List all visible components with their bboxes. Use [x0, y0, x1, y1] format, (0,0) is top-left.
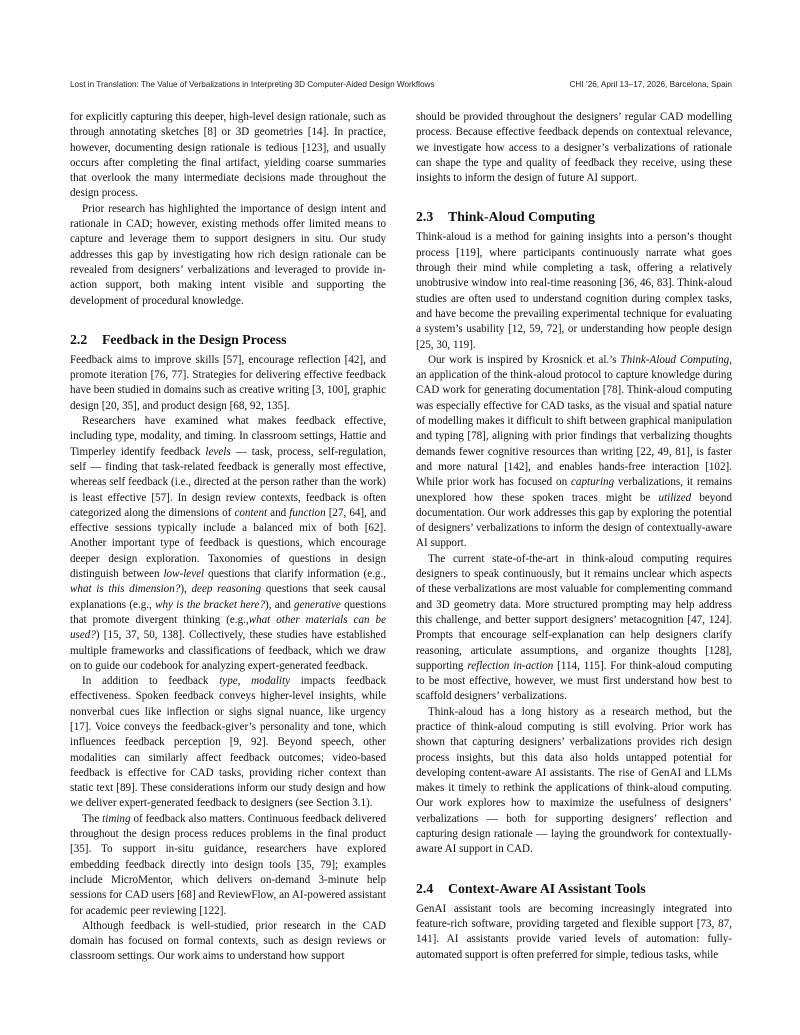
paragraph [416, 552, 732, 705]
emphasis: timing [102, 812, 131, 825]
text-run: ), [180, 583, 192, 596]
text-run: and [267, 506, 290, 519]
emphasis: deep reasoning [191, 583, 262, 596]
running-header-title: Lost in Translation: The Value of Verbalizations in Interpreting 3D Computer-Aided Design Workflows [70, 80, 435, 89]
text-run: [114, 115]. For think-aloud computing to be most effective, however, we must first understand how best to scaffold designers’ verbalizations. [416, 659, 732, 703]
paragraph [70, 414, 386, 674]
text-run: Our work is inspired by Krosnick et al.’s [428, 353, 621, 366]
text-run: beyond documentation. Our work addresses this gap by exploring the potential of designers’ verbalizations to inform the design of contextually-aware AI support. [416, 491, 732, 550]
running-header-venue: CHI ’26, April 13–17, 2026, Barcelona, Spain [569, 80, 732, 89]
text-run: impacts feedback effectiveness. Spoken feedback conveys higher-level insights, while nonverbal cues like inflection or sighs signal nuance, like urgency [17]. Voice conveys the feedback-giver’s personality and tone, which influences feedback perception [9, 92]. Beyond speech, other modalities can similarly affect feedback outcomes; video-based feedback is effective for CAD tasks, providing richer context than static text [89]. These considerations inform our study design and how we deliver expert-generated feedback to designers (see Section 3.1). [70, 675, 386, 810]
text-run: verbalizations, it remains unexplored how these spoken traces might be [416, 476, 732, 504]
emphasis: low-level [163, 568, 205, 581]
section-heading-2-4 [416, 880, 732, 898]
text-run: The current state-of-the-art in think-aloud computing requires designers to speak continuously, but it remains unclear which aspects of these verbalizations are most valuable for complementing command and 3D geometry data. More structured prompting may help address this challenge, and better support designers’ metacognition [47, 124]. Prompts that encourage self-explanation can help designers clarify reasoning, articulate assumptions, and organize thoughts [128], supporting [416, 552, 732, 672]
right-column [416, 110, 732, 963]
text-run: of feedback also matters. Continuous feedback delivered throughout the design process reduces problems in the final product [35]. To support in-situ guidance, researchers have explored embedding feedback directly into design tools [35, 79]; examples include MicroMentor, which delivers on-demand 3-minute help sessions for CAD users [68] and ReviewFlow, an AI-powered assistant for academic peer reviewing [122]. [70, 812, 386, 917]
section-title: Think-Aloud Computing [448, 209, 595, 225]
text-run: , an application of the think-aloud protocol to capture knowledge during CAD work for generating documentation [78]. Think-aloud computing was especially effective for CAD tasks, as the visual and spatial nature of modelling makes it difficult to shift between graphical manipulation and typing [78], aligning with prior findings that verbalizing thoughts demands fewer cognitive resources than writing [22, 49, 81], is faster and more natural [142], and enables hands-free interaction [102]. While prior work has focused on [416, 353, 732, 489]
emphasis: levels [205, 445, 231, 458]
left-column [70, 110, 386, 965]
emphasis: what is this dimension? [70, 583, 181, 596]
emphasis: why is the bracket here? [155, 598, 266, 611]
paragraph: for explicitly capturing this deeper, high-level design rationale, such as through annotating sketches [8] or 3D geometries [14]. In practice, however, documenting design rationale is tedious [123], and usually occurs after completing the final artifact, yielding coarse summaries that overlook the many intermediate decisions made throughout the design process. [70, 111, 386, 200]
text-run: questions that promote divergent thinking (e.g., [70, 598, 387, 626]
text-run: questions that clarify information (e.g., [204, 568, 386, 581]
section-number: 2.3 [416, 209, 434, 225]
emphasis: function [289, 506, 326, 519]
paragraph [70, 674, 386, 812]
emphasis: what other materials can be used? [70, 613, 386, 642]
section-heading-2-2 [70, 331, 386, 349]
text-run: questions that seek causal explanations (e.g., [70, 583, 386, 611]
emphasis: type, modality [219, 675, 290, 688]
emphasis: reflection in-action [467, 659, 554, 672]
section-number: 2.4 [416, 880, 434, 896]
section-title: Context-Aware AI Assistant Tools [448, 880, 646, 896]
paragraph [70, 812, 386, 919]
paragraph: Feedback aims to improve skills [57], encourage reflection [42], and promote iteration [76, 77]. Strategies for delivering effective feedback have been studied in domains such as creative writing [3, 100], graphic design [20, 35], and product design [68, 92, 135]. [70, 353, 386, 412]
section-title: Feedback in the Design Process [102, 331, 287, 347]
paragraph: GenAI assistant tools are becoming increasingly integrated into feature-rich software, providing targeted and flexible support [73, 87, 141]. AI assistants provide varied levels of automation: fully-automated support is often preferred for simple, tedious tasks, while [416, 902, 732, 961]
running-header [70, 80, 732, 92]
emphasis: generative [294, 598, 341, 611]
paragraph [416, 353, 732, 552]
paragraph: should be provided throughout the designers’ regular CAD modelling process. Because effective feedback depends on contextual relevance, we investigate how access to a designer’s verbalizations of rationale can shape the type and quality of feedback they receive, using these insights to inform the design of future AI support. [416, 111, 732, 185]
emphasis: content [234, 506, 268, 519]
paragraph: Think-aloud has a long history as a research method, but the practice of think-aloud computing is still evolving. Prior work has shown that capturing designers’ verbalizations provides rich design process insights, but this data also holds untapped potential for developing content-aware AI assistants. The rise of GenAI and LLMs makes it timely to rethink the applications of think-aloud computing. Our work explores how to maximize the usefulness of designers’ verbalizations — both for supporting designers’ reflection and capturing design rationale — laying the groundwork for contextually-aware AI support in CAD. [416, 705, 732, 856]
text-run: — task, process, self-regulation, self — finding that task-related feedback is generally most effective, whereas self feedback (i.e., directed at the person rather than the work) is least effective [57]. In design review contexts, feedback is often categorized along the dimensions of [70, 445, 386, 519]
paragraph: Prior research has highlighted the importance of design intent and rationale in CAD; however, existing methods offer limited means to capture and leverage them to support designers in situ. Our study addresses this gap by investigating how rich design rationale can be revealed from designers’ verbalizations and leveraged to provide in-action support, both making intent visible and supporting the development of procedural knowledge. [70, 202, 386, 307]
section-heading-2-3 [416, 208, 732, 226]
text-run: Researchers have examined what makes feedback effective, including type, modality, and timing. In classroom settings, Hattie and Timperley identify feedback [70, 415, 386, 458]
emphasis: Think-Aloud Computing [620, 353, 730, 366]
text-run: ), and [265, 598, 295, 611]
text-run: The [82, 812, 103, 825]
text-run: ) [15, 37, 50, 138]. Collectively, these studies have established multiple frameworks and classifications of feedback, which we draw on to guide our codebook for analyzing expert-generated feedback. [70, 629, 386, 672]
text-run: [27, 64], and effective sessions typically include a balanced mix of both [62]. Another important type of feedback is questions, which encourage deeper design exploration. Taxonomies of questions in design distinguish between [70, 506, 386, 581]
text-run: In addition to feedback [82, 675, 220, 688]
paragraph: Although feedback is well-studied, prior research in the CAD domain has focused on formal contexts, such as design reviews or classroom settings. Our work aims to understand how support [70, 919, 386, 963]
emphasis: capturing [571, 476, 615, 489]
section-number: 2.2 [70, 331, 88, 347]
emphasis: utilized [658, 491, 692, 504]
paragraph: Think-aloud is a method for gaining insights into a person’s thought process [119], where participants continuously narrate what goes through their mind while completing a task, offering a relatively unobtrusive window into real-time reasoning [36, 46, 83]. Think-aloud studies are often used to understand cognition during complex tasks, and have become the prevailing experimental technique for evaluating a system’s usability [12, 59, 72], or understanding how people design [25, 30, 119]. [416, 231, 732, 351]
